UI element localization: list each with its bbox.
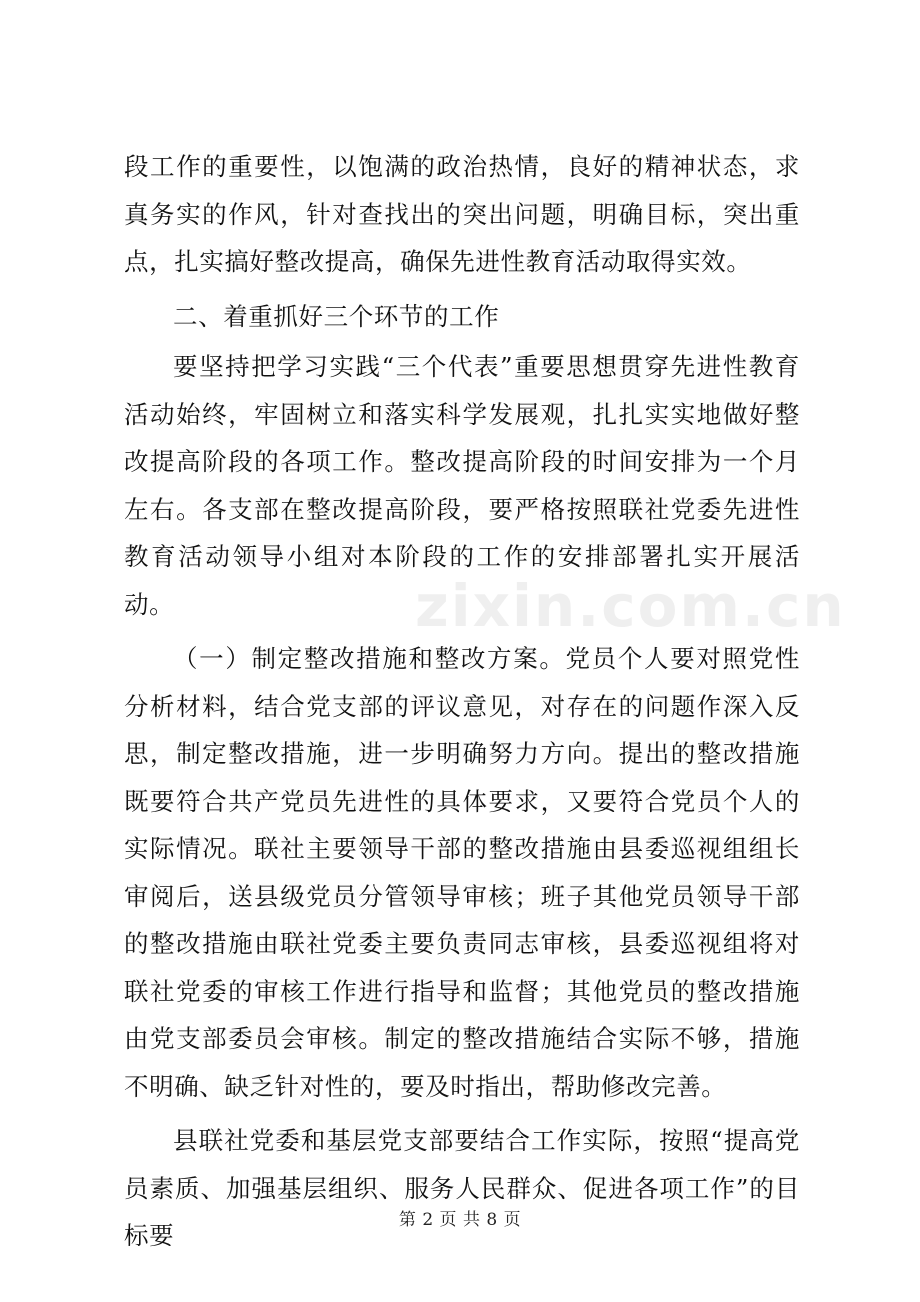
document-body [124,143,800,1260]
watermark: zixin.com.cn [415,572,846,640]
page-number-footer: 第 2 页 共 8 页 [398,1210,522,1230]
paragraph-study-practice: 要坚持把学习实践“三个代表”重要思想贯穿先进性教育活动始终，牢固树立和落实科学发展观，扎扎实实地做好整改提高阶段的各项工作。整改提高阶段的时间安排为一个月左右。各支部在整改提高阶段，要严格按照联社党委先进性教育活动领导小组对本阶段的工作的安排部署扎实开展活动。 [124,352,800,619]
paragraph-county-party-committee: 县联社党委和基层党支部要结合工作实际，按照“提高党员素质、加强基层组织、服务人民群众、促进各项工作”的目标要 [124,1126,800,1250]
paragraph-continued: 段工作的重要性，以饱满的政治热情，良好的精神状态，求真务实的作风，针对查找出的突出问题，明确目标，突出重点，扎实搞好整改提高，确保先进性教育活动取得实效。 [124,152,800,276]
section-heading: 二、着重抓好三个环节的工作 [173,301,500,331]
paragraph-rectification-measures: （一）制定整改措施和整改方案。党员个人要对照党性分析材料，结合党支部的评议意见，对存在的问题作深入反思，制定整改措施，进一步明确努力方向。提出的整改措施既要符合共产党员先进性的具体要求，又要符合党员个人的实际情况。联社主要领导干部的整改措施由县委巡视组组长审阅后，送县级党员分管领导审核；班子其他党员领导干部的整改措施由联社党委主要负责同志审核，县委巡视组将对联社党委的审核工作进行指导和监督；其他党员的整改措施由党支部委员会审核。制定的整改措施结合实际不够，措施不明确、缺乏针对性的，要及时指出，帮助修改完善。 [124,644,800,1101]
